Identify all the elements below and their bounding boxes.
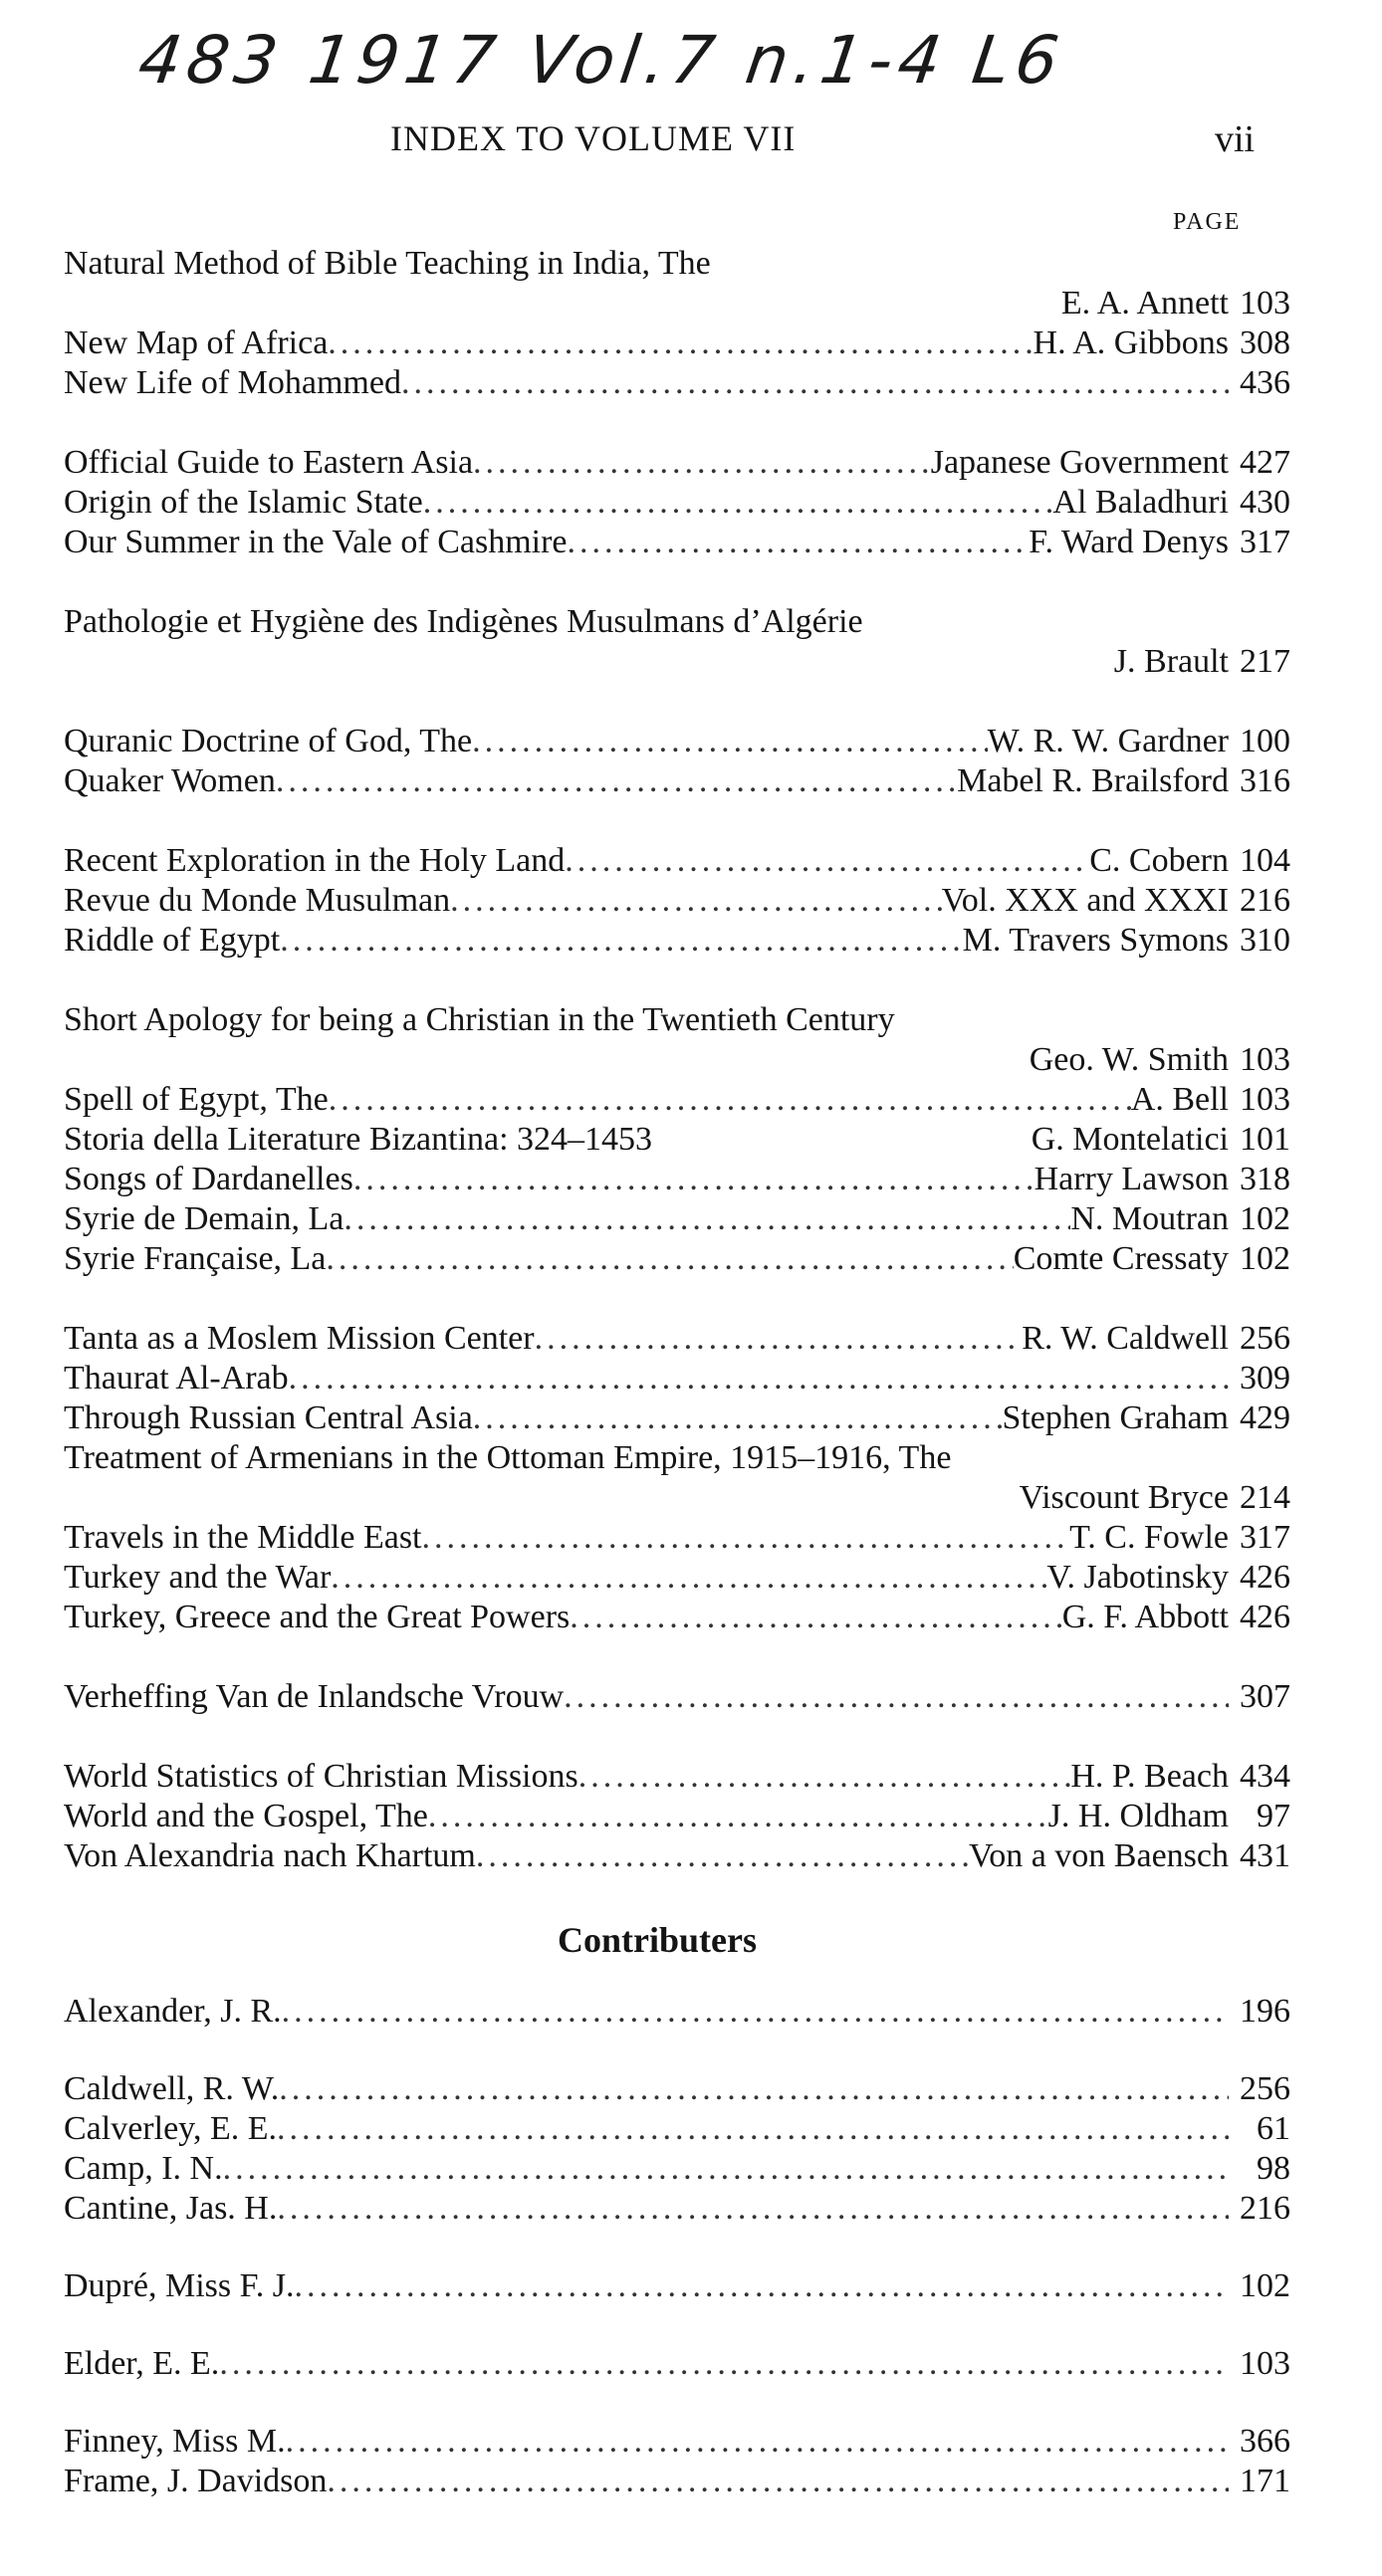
entry-title: Through Russian Central Asia bbox=[64, 1399, 473, 1436]
entry-title: Travels in the Middle East bbox=[64, 1519, 422, 1556]
entry-title: Spell of Egypt, The bbox=[64, 1081, 329, 1118]
entry-title: Natural Method of Bible Teaching in India, The bbox=[64, 245, 711, 282]
contributor-entry bbox=[64, 2344, 1290, 2384]
contributor-name: Frame, J. Davidson bbox=[64, 2463, 328, 2499]
entry-title: Quranic Doctrine of God, The bbox=[64, 723, 473, 759]
index-entry bbox=[64, 1757, 1290, 1797]
entry-page: 426 bbox=[1240, 1559, 1290, 1596]
contributor-entry bbox=[64, 1992, 1290, 2032]
entry-author: Stephen Graham bbox=[1002, 1399, 1229, 1436]
entry-page: 216 bbox=[1240, 882, 1290, 919]
dot-leader bbox=[282, 1992, 1229, 2032]
entry-title: Pathologie et Hygiène des Indigènes Musulmans d’Algérie bbox=[64, 603, 863, 640]
page-folio: vii bbox=[1215, 118, 1256, 160]
index-entry bbox=[64, 323, 1290, 363]
entry-title: Storia della Literature Bizantina: 324–1453 bbox=[64, 1121, 653, 1158]
entry-author: T. C. Fowle bbox=[1069, 1519, 1229, 1556]
entry-page: 429 bbox=[1240, 1399, 1290, 1436]
dot-leader bbox=[565, 841, 1089, 881]
entry-page: 310 bbox=[1240, 922, 1290, 959]
dot-leader bbox=[329, 1080, 1131, 1120]
contributor-name: Elder, E. E. bbox=[64, 2345, 220, 2382]
entry-author: G. F. Abbott bbox=[1061, 1599, 1229, 1635]
entry-page: 256 bbox=[1240, 1320, 1290, 1357]
dot-leader bbox=[578, 1757, 1071, 1797]
entry-author: E. A. Annett bbox=[1060, 285, 1229, 322]
entry-author: F. Ward Denys bbox=[1029, 524, 1229, 560]
entry-author: V. Jabotinsky bbox=[1046, 1559, 1229, 1596]
index-entry bbox=[64, 602, 1290, 642]
entry-title: Revue du Monde Musulman bbox=[64, 882, 451, 919]
index-entry bbox=[64, 1677, 1290, 1717]
dot-leader bbox=[570, 1598, 1061, 1637]
contributor-page: 103 bbox=[1240, 2345, 1290, 2382]
index-group bbox=[64, 1000, 1290, 1279]
entry-author: H. A. Gibbons bbox=[1033, 324, 1229, 361]
entry-author: A. Bell bbox=[1130, 1081, 1229, 1118]
contributor-entry bbox=[64, 2266, 1290, 2306]
entry-title: Quaker Women bbox=[64, 762, 276, 799]
entry-title: Turkey and the War bbox=[64, 1559, 332, 1596]
dot-leader bbox=[295, 2266, 1229, 2306]
entry-title: Our Summer in the Vale of Cashmire bbox=[64, 524, 568, 560]
index-entry bbox=[64, 921, 1290, 961]
index-entry bbox=[64, 1120, 1290, 1160]
index-group bbox=[64, 244, 1290, 403]
index-entry-continuation bbox=[64, 642, 1290, 682]
contributors-heading: Contributers bbox=[558, 1920, 757, 1960]
contributor-entry bbox=[64, 2149, 1290, 2189]
index-entry bbox=[64, 1199, 1290, 1239]
entry-author: Von a von Baensch bbox=[969, 1837, 1229, 1874]
entry-author: Comte Cressaty bbox=[1013, 1240, 1229, 1277]
index-entry bbox=[64, 483, 1290, 523]
contributor-page: 98 bbox=[1257, 2150, 1290, 2187]
title-index bbox=[64, 244, 1290, 1876]
entry-page: 100 bbox=[1240, 723, 1290, 759]
dot-leader bbox=[223, 2149, 1229, 2189]
index-entry bbox=[64, 1000, 1290, 1040]
index-entry bbox=[64, 244, 1290, 284]
contributor-page: 171 bbox=[1240, 2463, 1290, 2499]
index-group bbox=[64, 602, 1290, 682]
dot-leader bbox=[279, 2069, 1229, 2109]
entry-title: Thaurat Al-Arab bbox=[64, 1360, 289, 1396]
contributor-group bbox=[64, 2422, 1290, 2501]
entry-title: Riddle of Egypt bbox=[64, 922, 281, 959]
index-entry bbox=[64, 1438, 1290, 1478]
index-group bbox=[64, 443, 1290, 562]
contributors-index bbox=[64, 1992, 1290, 2501]
index-entry bbox=[64, 1239, 1290, 1279]
contributor-name: Alexander, J. R. bbox=[64, 1993, 282, 2030]
contributor-page: 256 bbox=[1240, 2070, 1290, 2107]
entry-author: Harry Lawson bbox=[1034, 1161, 1229, 1197]
entry-title: World Statistics of Christian Missions bbox=[64, 1758, 578, 1795]
index-entry bbox=[64, 841, 1290, 881]
index-entry bbox=[64, 1797, 1290, 1836]
index-entry-continuation bbox=[64, 284, 1290, 323]
contributor-entry bbox=[64, 2109, 1290, 2149]
entry-page: 431 bbox=[1240, 1837, 1290, 1874]
index-entry bbox=[64, 1518, 1290, 1558]
page-column-label: PAGE bbox=[1173, 209, 1242, 235]
index-entry bbox=[64, 1359, 1290, 1398]
index-entry bbox=[64, 1398, 1290, 1438]
entry-title: Treatment of Armenians in the Ottoman Empire, 1915–1916, The bbox=[64, 1439, 952, 1476]
entry-page: 104 bbox=[1240, 842, 1290, 879]
entry-title: Von Alexandria nach Khartum bbox=[64, 1837, 476, 1874]
index-body bbox=[64, 244, 1290, 2539]
entry-title: Short Apology for being a Christian in the Twentieth Century bbox=[64, 1001, 895, 1038]
entry-page: 318 bbox=[1240, 1161, 1290, 1197]
entry-page: 214 bbox=[1240, 1479, 1290, 1516]
index-entry bbox=[64, 1558, 1290, 1598]
contributor-group bbox=[64, 2344, 1290, 2384]
contributor-group bbox=[64, 1992, 1290, 2032]
dot-leader bbox=[277, 2189, 1229, 2229]
dot-leader bbox=[450, 881, 942, 921]
entry-title: World and the Gospel, The bbox=[64, 1798, 428, 1834]
entry-author: Vol. XXX and XXXI bbox=[941, 882, 1229, 919]
entry-title: Syrie Française, La bbox=[64, 1240, 327, 1277]
dot-leader bbox=[328, 323, 1033, 363]
index-entry bbox=[64, 722, 1290, 761]
entry-author: J. Brault bbox=[1113, 643, 1229, 680]
index-entry bbox=[64, 1319, 1290, 1359]
index-group bbox=[64, 1757, 1290, 1876]
index-entry-continuation bbox=[64, 1478, 1290, 1518]
contributor-name: Calverley, E. E. bbox=[64, 2110, 277, 2147]
entry-page: 307 bbox=[1240, 1678, 1290, 1715]
index-entry bbox=[64, 443, 1290, 483]
entry-page: 426 bbox=[1240, 1599, 1290, 1635]
entry-author: G. Montelatici bbox=[1031, 1121, 1229, 1158]
dot-leader bbox=[326, 1239, 1013, 1279]
contributor-entry bbox=[64, 2462, 1290, 2501]
dot-leader bbox=[289, 1359, 1229, 1398]
entry-page: 308 bbox=[1240, 324, 1290, 361]
dot-leader bbox=[476, 1836, 969, 1876]
entry-author: Geo. W. Smith bbox=[1029, 1041, 1229, 1078]
contributor-group bbox=[64, 2069, 1290, 2229]
entry-title: Tanta as a Moslem Mission Center bbox=[64, 1320, 535, 1357]
dot-leader bbox=[564, 1677, 1229, 1717]
entry-author: R. W. Caldwell bbox=[1022, 1320, 1229, 1357]
dot-leader bbox=[535, 1319, 1023, 1359]
dot-leader bbox=[327, 2462, 1229, 2501]
entry-page: 309 bbox=[1240, 1360, 1290, 1396]
entry-author: C. Cobern bbox=[1089, 842, 1229, 879]
index-entry-continuation bbox=[64, 1040, 1290, 1080]
contributor-name: Dupré, Miss F. J. bbox=[64, 2267, 295, 2304]
entry-author: J. H. Oldham bbox=[1047, 1798, 1229, 1834]
dot-leader bbox=[280, 921, 962, 961]
entry-title: Origin of the Islamic State bbox=[64, 484, 423, 521]
index-group bbox=[64, 1319, 1290, 1637]
dot-leader bbox=[331, 1558, 1046, 1598]
entry-title: Official Guide to Eastern Asia bbox=[64, 444, 474, 481]
index-entry bbox=[64, 363, 1290, 403]
entry-title: Verheffing Van de Inlandsche Vrouw bbox=[64, 1678, 565, 1715]
index-group bbox=[64, 1677, 1290, 1717]
entry-author: Al Baladhuri bbox=[1052, 484, 1229, 521]
contributor-group bbox=[64, 2266, 1290, 2306]
entry-author: H. P. Beach bbox=[1070, 1758, 1229, 1795]
entry-author: Japanese Government bbox=[930, 444, 1229, 481]
dot-leader bbox=[473, 443, 931, 483]
entry-page: 101 bbox=[1240, 1121, 1290, 1158]
dot-leader bbox=[422, 1518, 1070, 1558]
dot-leader bbox=[276, 761, 957, 801]
contributor-page: 366 bbox=[1240, 2423, 1290, 2460]
entry-page: 317 bbox=[1240, 1519, 1290, 1556]
index-entry bbox=[64, 1080, 1290, 1120]
index-entry bbox=[64, 1160, 1290, 1199]
entry-page: 103 bbox=[1240, 1081, 1290, 1118]
dot-leader bbox=[277, 2109, 1229, 2149]
handwritten-call-number: 483 1917 Vol.7 n.1-4 L6 bbox=[133, 22, 1069, 99]
index-group bbox=[64, 722, 1290, 801]
dot-leader bbox=[423, 483, 1053, 523]
dot-leader bbox=[353, 1160, 1035, 1199]
entry-page: 103 bbox=[1240, 1041, 1290, 1078]
entry-page: 434 bbox=[1240, 1758, 1290, 1795]
contributor-page: 216 bbox=[1240, 2190, 1290, 2227]
entry-page: 430 bbox=[1240, 484, 1290, 521]
entry-title: New Map of Africa bbox=[64, 324, 329, 361]
entry-title: Recent Exploration in the Holy Land bbox=[64, 842, 566, 879]
dot-leader bbox=[473, 1398, 1003, 1438]
running-head bbox=[0, 117, 1382, 167]
entry-author: Mabel R. Brailsford bbox=[957, 762, 1229, 799]
index-entry bbox=[64, 761, 1290, 801]
entry-author: W. R. W. Gardner bbox=[987, 723, 1229, 759]
dot-leader bbox=[401, 363, 1229, 403]
index-group bbox=[64, 841, 1290, 961]
contributor-name: Camp, I. N. bbox=[64, 2150, 223, 2187]
entry-title: Turkey, Greece and the Great Powers bbox=[64, 1599, 571, 1635]
contributor-name: Cantine, Jas. H. bbox=[64, 2190, 278, 2227]
entry-page: 217 bbox=[1240, 643, 1290, 680]
index-entry bbox=[64, 1836, 1290, 1876]
dot-leader bbox=[428, 1797, 1048, 1836]
contributor-name: Caldwell, R. W. bbox=[64, 2070, 280, 2107]
dot-leader bbox=[344, 1199, 1070, 1239]
running-title: INDEX TO VOLUME VII bbox=[390, 118, 797, 158]
entry-page: 102 bbox=[1240, 1200, 1290, 1237]
contributor-entry bbox=[64, 2189, 1290, 2229]
contributor-page: 61 bbox=[1257, 2110, 1290, 2147]
entry-page: 102 bbox=[1240, 1240, 1290, 1277]
entry-page: 103 bbox=[1240, 285, 1290, 322]
dot-leader bbox=[568, 523, 1030, 562]
index-entry bbox=[64, 1598, 1290, 1637]
contributor-entry bbox=[64, 2422, 1290, 2462]
entry-page: 436 bbox=[1240, 364, 1290, 401]
contributor-entry bbox=[64, 2069, 1290, 2109]
entry-title: New Life of Mohammed bbox=[64, 364, 401, 401]
index-entry bbox=[64, 523, 1290, 562]
entry-author: N. Moutran bbox=[1070, 1200, 1229, 1237]
entry-author: Viscount Bryce bbox=[1019, 1479, 1229, 1516]
index-entry bbox=[64, 881, 1290, 921]
entry-title: Songs of Dardanelles bbox=[64, 1161, 353, 1197]
dot-leader bbox=[286, 2422, 1229, 2462]
contributor-name: Finney, Miss M. bbox=[64, 2423, 286, 2460]
entry-page: 317 bbox=[1240, 524, 1290, 560]
entry-author: M. Travers Symons bbox=[962, 922, 1229, 959]
entry-page: 97 bbox=[1257, 1798, 1290, 1834]
contributor-page: 196 bbox=[1240, 1993, 1290, 2030]
entry-title: Syrie de Demain, La bbox=[64, 1200, 345, 1237]
contributor-page: 102 bbox=[1240, 2267, 1290, 2304]
entry-page: 427 bbox=[1240, 444, 1290, 481]
dot-leader bbox=[219, 2344, 1229, 2384]
entry-page: 316 bbox=[1240, 762, 1290, 799]
dot-leader bbox=[472, 722, 988, 761]
